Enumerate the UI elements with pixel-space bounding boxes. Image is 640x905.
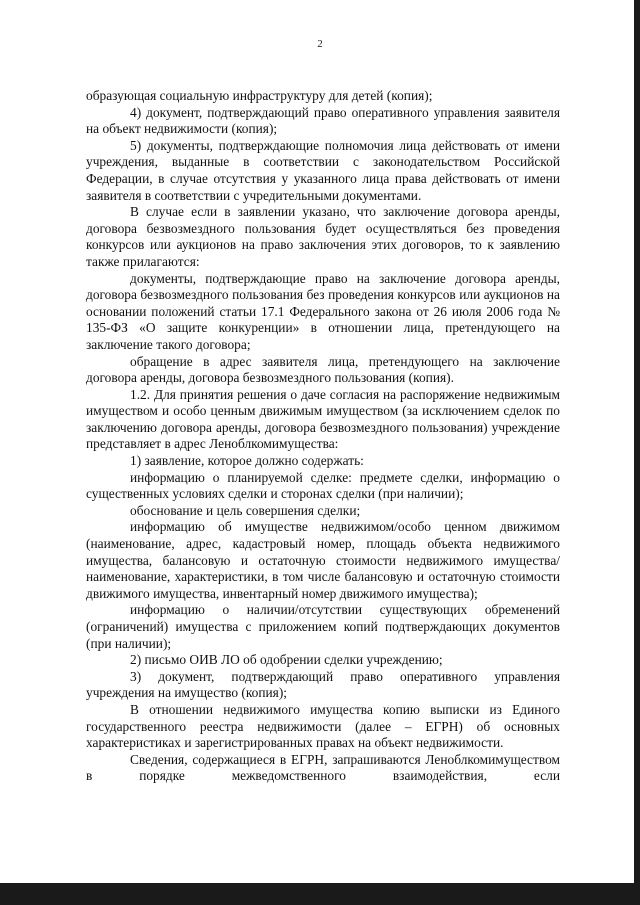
paragraph: В отношении недвижимого имущества копию выписки из Единого государственного реестра недвижимости (далее – ЕГРН) об основных характеристиках и зарегистрированных правах на объект недвижимости. xyxy=(86,701,560,751)
page-number: 2 xyxy=(317,38,323,50)
paragraph: образующая социальную инфраструктуру для детей (копия); xyxy=(86,88,433,103)
paragraph: 5) документы, подтверждающие полномочия лица действовать от имени учреждения, выданные в соответствии с законодательством Российской Федерации, в случае отсутствия у указанного лица права действовать от имени заявителя в соответствии с учредительными документами. xyxy=(86,137,560,203)
paragraph: 1.2. Для принятия решения о даче согласия на распоряжение недвижимым имуществом и особо ценным движимым имуществом (за исключением сделок по заключению договора аренды, договора безвозмездного пользования) учреждение представляет в адрес Леноблкомимущества: xyxy=(86,386,560,452)
paragraph: 4) документ, подтверждающий право оперативного управления заявителя на объект недвижимости (копия); xyxy=(86,104,560,137)
paragraph: 2) письмо ОИВ ЛО об одобрении сделки учреждению; xyxy=(130,652,443,668)
paragraph: Сведения, содержащиеся в ЕГРН, запрашиваются Леноблкомимуществом в порядке межведомственного взаимодействия, если xyxy=(86,751,560,784)
document-body xyxy=(86,88,560,785)
paragraph: В случае если в заявлении указано, что заключение договора аренды, договора безвозмездного пользования будет осуществляться без проведения конкурсов или аукционов на право заключения этих договоров, то к заявлению также прилагаются: xyxy=(86,204,560,269)
scan-edge-bottom xyxy=(0,883,640,905)
paragraph: обоснование и цель совершения сделки; xyxy=(130,502,361,518)
paragraph: 1) заявление, которое должно содержать: xyxy=(130,453,364,469)
paragraph: 3) документ, подтверждающий право оперативного управления учреждения на имущество (копия); xyxy=(86,668,560,701)
paragraph: информацию о планируемой сделке: предмете сделки, информацию о существенных условиях сделки и сторонах сделки (при наличии); xyxy=(86,469,560,502)
paragraph: информацию об имуществе недвижимом/особо ценном движимом (наименование, адрес, кадастровый номер, площадь объекта недвижимого имущества, балансовую и остаточную стоимости недвижимого имущества/наименование, характеристики, в том числе балансовую и остаточную стоимости движимого имущества, инвентарный номер движимого имущества); xyxy=(86,519,560,601)
paragraph: информацию о наличии/отсутствии существующих обременений (ограничений) имущества с приложением копий подтверждающих документов (при наличии); xyxy=(86,602,560,651)
paragraph: документы, подтверждающие право на заключение договора аренды, договора безвозмездного пользования без проведения конкурсов или аукционов на основании положений статьи 17.1 Федерального закона от 26 июля 2006 года № 135-ФЗ «О защите конкуренции» в отношении лица, претендующего на заключение такого договора; xyxy=(86,270,560,352)
paragraph: обращение в адрес заявителя лица, претендующего на заключение договора аренды, договора безвозмездного пользования (копия). xyxy=(86,353,560,386)
scan-edge-right xyxy=(634,0,640,905)
